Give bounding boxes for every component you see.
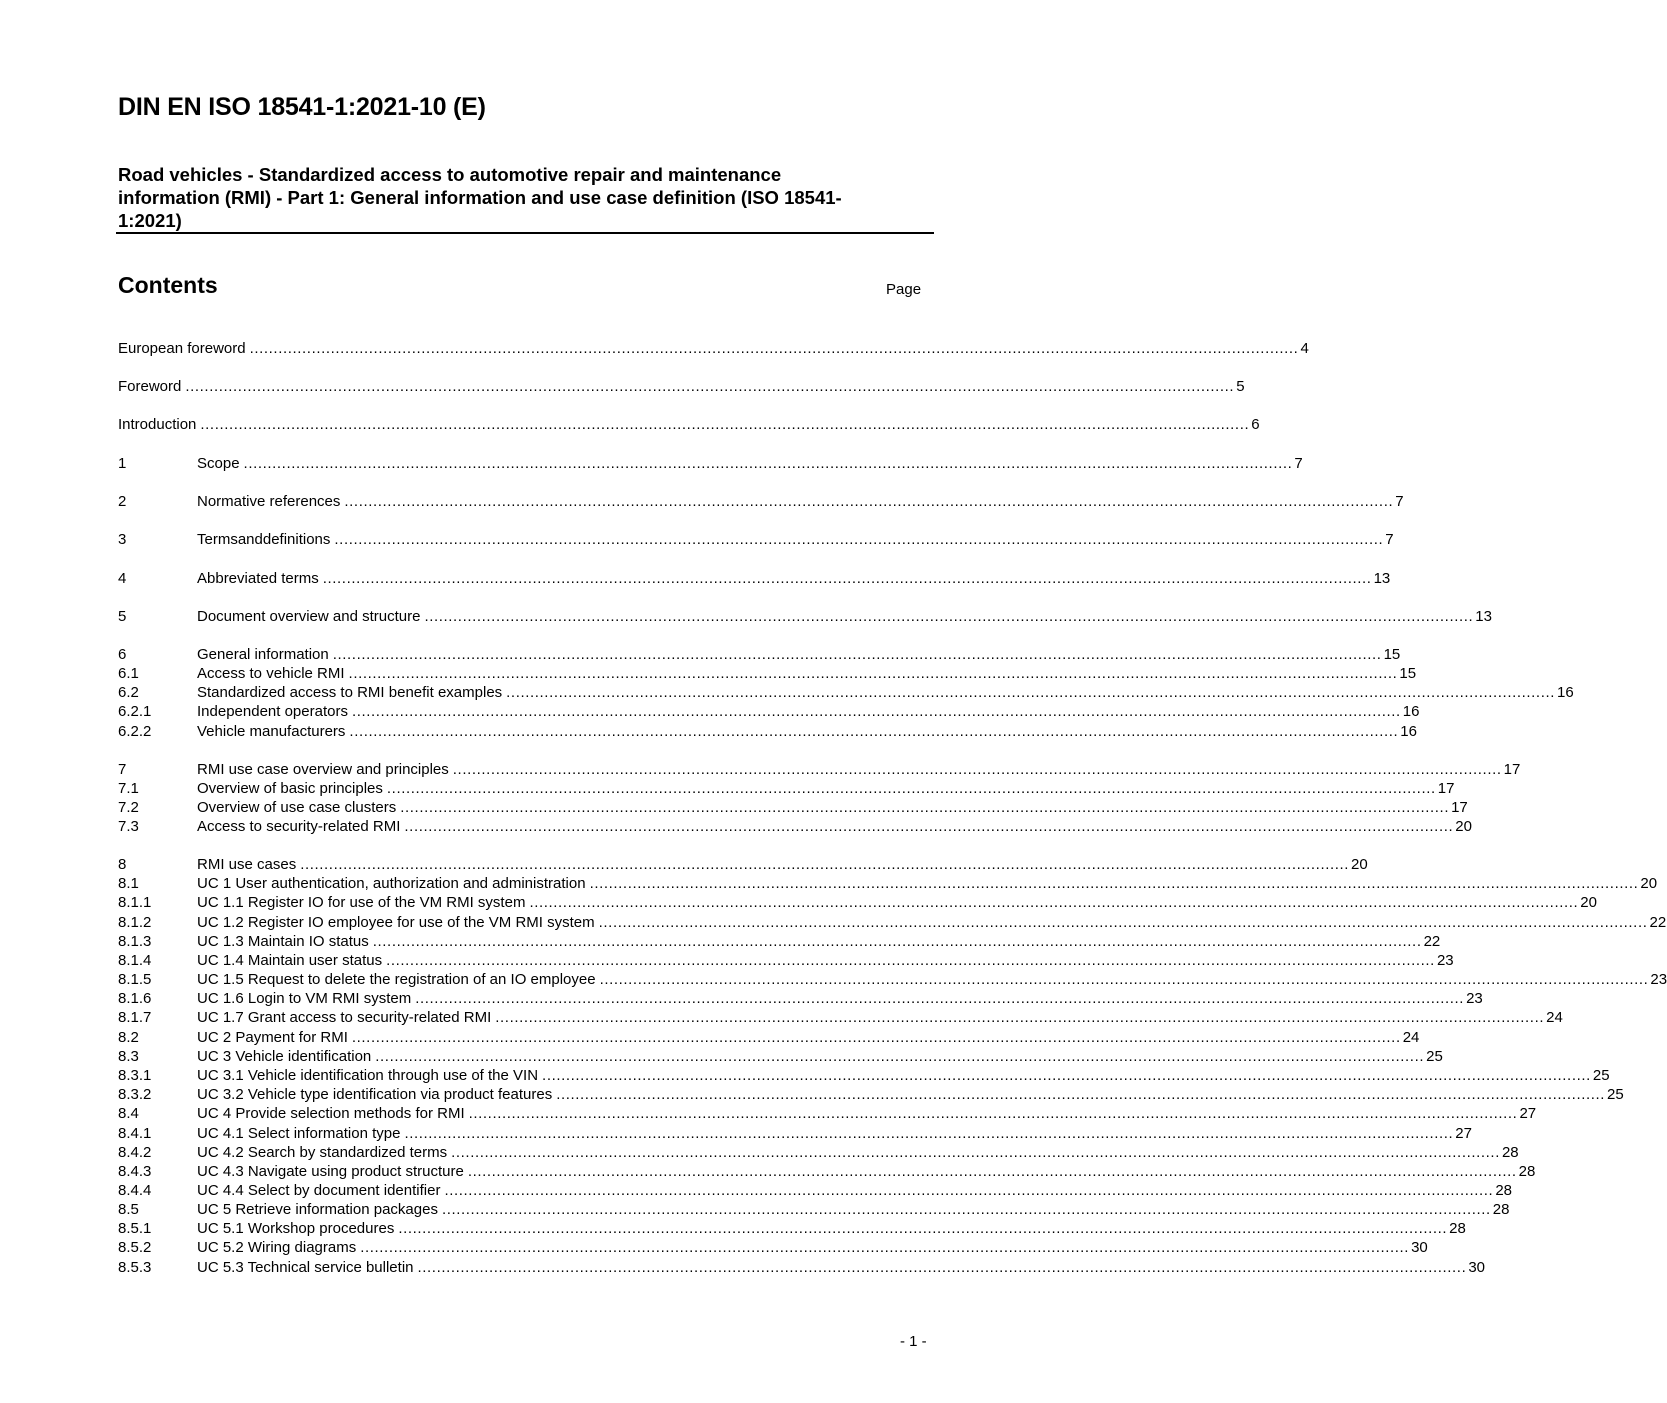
- toc-entry-title: UC 5.1 Workshop procedures: [197, 1220, 395, 1237]
- toc-entry-title: UC 5.2 Wiring diagrams: [197, 1239, 357, 1256]
- toc-entry-title: UC 5 Retrieve information packages: [197, 1201, 438, 1218]
- toc-entry-page: 25: [1592, 1067, 1610, 1084]
- toc-entry-page: 6: [1251, 416, 1260, 433]
- toc-leader-dots: ............................................................................................................................................................................................................................: [185, 378, 1235, 395]
- toc-entry-title: Termsanddefinitions: [197, 531, 331, 548]
- toc-entry[interactable]: [118, 817, 1472, 836]
- toc-leader-dots: ............................................................................................................................................................................................................................: [506, 684, 1555, 701]
- toc-entry-title: Normative references: [197, 493, 341, 510]
- toc-entry-number: 8.1.3: [118, 933, 152, 950]
- toc-entry-title: UC 4.4 Select by document identifier: [197, 1182, 441, 1199]
- toc-entry-page: 28: [1492, 1201, 1510, 1218]
- toc-entry-page: 15: [1383, 646, 1401, 663]
- toc-entry[interactable]: [118, 951, 1454, 970]
- toc-entry[interactable]: [118, 1200, 1510, 1219]
- toc-leader-dots: ............................................................................................................................................................................................................................: [598, 914, 1648, 931]
- toc-leader-dots: ............................................................................................................................................................................................................................: [249, 340, 1299, 357]
- toc-leader-dots: ............................................................................................................................................................................................................................: [375, 1048, 1425, 1065]
- toc-entry-title: RMI use case overview and principles: [197, 761, 449, 778]
- toc-entry-number: 8.1.6: [118, 990, 152, 1007]
- toc-leader-dots: ............................................................................................................................................................................................................................: [344, 493, 1394, 510]
- toc-leader-dots: ............................................................................................................................................................................................................................: [400, 799, 1450, 816]
- toc-leader-dots: ............................................................................................................................................................................................................................: [372, 933, 1422, 950]
- toc-entry[interactable]: [118, 607, 1492, 626]
- toc-entry-title: Independent operators: [197, 703, 348, 720]
- toc-entry[interactable]: [118, 1028, 1420, 1047]
- toc-entry-title: UC 4.2 Search by standardized terms: [197, 1144, 448, 1161]
- toc-entry-page: 23: [1650, 971, 1667, 988]
- toc-leader-dots: ............................................................................................................................................................................................................................: [495, 1009, 1545, 1026]
- toc-entry-number: 6.2.1: [118, 703, 152, 720]
- toc-entry-page: 13: [1475, 608, 1492, 625]
- toc-entry-title: UC 1 User authentication, authorization and administration: [197, 875, 586, 892]
- toc-entry-number: 8.3: [118, 1048, 139, 1065]
- toc-entry[interactable]: [118, 1238, 1428, 1257]
- toc-entry-number: 2: [118, 493, 127, 510]
- toc-entry[interactable]: [118, 702, 1420, 721]
- toc-entry[interactable]: [118, 989, 1483, 1008]
- toc-leader-dots: ............................................................................................................................................................................................................................: [444, 1182, 1494, 1199]
- toc-entry-page: 16: [1400, 723, 1417, 740]
- toc-leader-dots: ............................................................................................................................................................................................................................: [404, 818, 1454, 835]
- toc-entry[interactable]: [118, 454, 1303, 473]
- title-divider: [116, 232, 934, 234]
- page-column-heading: Page: [886, 281, 922, 298]
- toc-entry[interactable]: [118, 1047, 1443, 1066]
- toc-leader-dots: ............................................................................................................................................................................................................................: [322, 570, 1372, 587]
- toc-leader-dots: ............................................................................................................................................................................................................................: [542, 1067, 1591, 1084]
- toc-leader-dots: ............................................................................................................................................................................................................................: [599, 971, 1649, 988]
- toc-entry-page: 7: [1385, 531, 1394, 548]
- toc-leader-dots: ............................................................................................................................................................................................................................: [441, 1201, 1491, 1218]
- toc-entry[interactable]: [118, 855, 1368, 874]
- toc-entry[interactable]: [118, 1085, 1624, 1104]
- toc-entry-title: General information: [197, 646, 329, 663]
- toc-entry-number: 8.4: [118, 1105, 139, 1122]
- toc-entry-page: 24: [1546, 1009, 1563, 1026]
- toc-entry[interactable]: [118, 1066, 1610, 1085]
- toc-leader-dots: ............................................................................................................................................................................................................................: [386, 952, 1435, 969]
- toc-entry[interactable]: [118, 683, 1574, 702]
- toc-entry-page: 7: [1395, 493, 1404, 510]
- toc-entry-number: 8.1.1: [118, 894, 152, 911]
- toc-entry[interactable]: [118, 798, 1468, 817]
- toc-entry-number: 4: [118, 570, 127, 587]
- toc-entry-title: Access to security-related RMI: [197, 818, 401, 835]
- toc-entry[interactable]: [118, 722, 1417, 741]
- toc-entry-number: 8.1.2: [118, 914, 152, 931]
- toc-entry-page: 5: [1236, 378, 1245, 395]
- toc-entry-title: UC 1.4 Maintain user status: [197, 952, 383, 969]
- toc-leader-dots: ............................................................................................................................................................................................................................: [398, 1220, 1448, 1237]
- toc-entry[interactable]: [118, 1181, 1512, 1200]
- toc-entry-title: UC 5.3 Technical service bulletin: [197, 1259, 414, 1276]
- toc-entry-page: 28: [1495, 1182, 1512, 1199]
- toc-entry-number: 7.1: [118, 780, 139, 797]
- document-id: DIN EN ISO 18541-1:2021-10 (E): [118, 93, 486, 121]
- document-title-line: Road vehicles - Standardized access to automotive repair and maintenance: [118, 164, 782, 185]
- toc-entry-number: 8.2: [118, 1029, 139, 1046]
- toc-entry-page: 7: [1294, 455, 1303, 472]
- toc-entry-number: 8.4.3: [118, 1163, 152, 1180]
- toc-entry-page: 22: [1423, 933, 1441, 950]
- toc-entry-page: 16: [1557, 684, 1574, 701]
- toc-entry-title: Abbreviated terms: [197, 570, 319, 587]
- toc-entry-title: Standardized access to RMI benefit examples: [197, 684, 503, 701]
- toc-entry-title: UC 1.3 Maintain IO status: [197, 933, 369, 950]
- toc-entry[interactable]: [118, 893, 1597, 912]
- toc-leader-dots: ............................................................................................................................................................................................................................: [332, 646, 1382, 663]
- toc-entry-title: UC 3.1 Vehicle identification through use of the VIN: [197, 1067, 539, 1084]
- toc-entry-page: 28: [1518, 1163, 1536, 1180]
- toc-entry-title: UC 1.1 Register IO for use of the VM RMI system: [197, 894, 526, 911]
- toc-entry-number: 6.1: [118, 665, 139, 682]
- toc-entry[interactable]: [118, 664, 1417, 683]
- toc-entry-page: 23: [1436, 952, 1454, 969]
- toc-entry-page: 28: [1501, 1144, 1519, 1161]
- toc-leader-dots: ............................................................................................................................................................................................................................: [300, 856, 1350, 873]
- document-title-line: information (RMI) - Part 1: General information and use case definition (ISO 18541-: [118, 187, 842, 208]
- toc-entry-number: 8.3.2: [118, 1086, 152, 1103]
- toc-entry-title: UC 1.6 Login to VM RMI system: [197, 990, 412, 1007]
- toc-entry-number: 7.3: [118, 818, 139, 835]
- toc-entry[interactable]: [118, 645, 1401, 664]
- toc-entry-title: Document overview and structure: [197, 608, 421, 625]
- toc-entry-number: 5: [118, 608, 127, 625]
- toc-entry-page: 28: [1449, 1220, 1466, 1237]
- toc-entry-number: 7.2: [118, 799, 139, 816]
- toc-entry-title: UC 1.2 Register IO employee for use of the VM RMI system: [197, 914, 595, 931]
- document-title: [118, 163, 918, 232]
- toc-leader-dots: ............................................................................................................................................................................................................................: [404, 1125, 1454, 1142]
- toc-entry[interactable]: [118, 1124, 1472, 1143]
- toc-entry[interactable]: [118, 569, 1391, 588]
- toc-entry-title: UC 3 Vehicle identification: [197, 1048, 372, 1065]
- toc-entry[interactable]: [118, 970, 1667, 989]
- toc-entry-title: Introduction: [118, 416, 197, 433]
- toc-entry-title: Overview of use case clusters: [197, 799, 397, 816]
- toc-leader-dots: ............................................................................................................................................................................................................................: [415, 990, 1465, 1007]
- toc-entry-title: RMI use cases: [197, 856, 297, 873]
- toc-leader-dots: ............................................................................................................................................................................................................................: [200, 416, 1250, 433]
- toc-leader-dots: ............................................................................................................................................................................................................................: [424, 608, 1474, 625]
- toc-entry-page: 17: [1503, 761, 1521, 778]
- toc-entry-number: 8.3.1: [118, 1067, 152, 1084]
- toc-entry-page: 22: [1649, 914, 1667, 931]
- toc-leader-dots: ............................................................................................................................................................................................................................: [452, 761, 1502, 778]
- toc-entry-title: UC 3.2 Vehicle type identification via product features: [197, 1086, 553, 1103]
- toc-leader-dots: ............................................................................................................................................................................................................................: [334, 531, 1384, 548]
- toc-entry-page: 30: [1411, 1239, 1428, 1256]
- toc-entry-number: 1: [118, 455, 127, 472]
- toc-entry-number: 8.1.4: [118, 952, 152, 969]
- toc-leader-dots: ............................................................................................................................................................................................................................: [351, 1029, 1401, 1046]
- toc-entry-number: 8: [118, 856, 127, 873]
- page-number: - 1 -: [900, 1333, 927, 1350]
- toc-entry-number: 8.5: [118, 1201, 139, 1218]
- toc-entry-page: 30: [1468, 1259, 1486, 1276]
- toc-leader-dots: ............................................................................................................................................................................................................................: [589, 875, 1639, 892]
- toc-entry-page: 17: [1437, 780, 1455, 797]
- toc-entry-page: 17: [1451, 799, 1468, 816]
- toc-entry[interactable]: [118, 1258, 1486, 1277]
- toc-leader-dots: ............................................................................................................................................................................................................................: [529, 894, 1579, 911]
- toc-entry-number: 8.4.1: [118, 1125, 152, 1142]
- toc-entry[interactable]: [118, 874, 1658, 893]
- toc-entry-number: 6: [118, 646, 127, 663]
- toc-entry-title: UC 1.7 Grant access to security-related RMI: [197, 1009, 492, 1026]
- toc-entry[interactable]: [118, 779, 1455, 798]
- toc-entry[interactable]: [118, 1008, 1563, 1027]
- toc-entry-number: 8.5.2: [118, 1239, 152, 1256]
- toc-entry-page: 15: [1399, 665, 1417, 682]
- toc-leader-dots: ............................................................................................................................................................................................................................: [451, 1144, 1500, 1161]
- toc-entry-page: 13: [1373, 570, 1391, 587]
- toc-entry-page: 20: [1580, 894, 1597, 911]
- toc-entry[interactable]: [118, 492, 1404, 511]
- toc-entry[interactable]: [118, 530, 1394, 549]
- toc-entry-number: 6.2.2: [118, 723, 152, 740]
- toc-entry-title: UC 4.1 Select information type: [197, 1125, 401, 1142]
- toc-entry-page: 20: [1455, 818, 1472, 835]
- toc-entry[interactable]: [118, 1104, 1537, 1123]
- toc-leader-dots: ............................................................................................................................................................................................................................: [351, 703, 1401, 720]
- toc-entry-page: 20: [1640, 875, 1658, 892]
- toc-leader-dots: ............................................................................................................................................................................................................................: [360, 1239, 1410, 1256]
- toc-entry-number: 8.1.7: [118, 1009, 152, 1026]
- toc-leader-dots: ............................................................................................................................................................................................................................: [349, 723, 1399, 740]
- toc-entry-page: 4: [1300, 340, 1309, 357]
- toc-entry[interactable]: [118, 415, 1260, 434]
- toc-entry-number: 8.5.1: [118, 1220, 152, 1237]
- toc-leader-dots: ............................................................................................................................................................................................................................: [468, 1105, 1518, 1122]
- toc-entry-title: Foreword: [118, 378, 182, 395]
- toc-entry-page: 25: [1607, 1086, 1624, 1103]
- toc-entry-number: 8.5.3: [118, 1259, 152, 1276]
- toc-entry-title: Vehicle manufacturers: [197, 723, 346, 740]
- toc-leader-dots: ............................................................................................................................................................................................................................: [556, 1086, 1606, 1103]
- toc-entry-title: UC 4 Provide selection methods for RMI: [197, 1105, 465, 1122]
- toc-entry[interactable]: [118, 1162, 1536, 1181]
- toc-leader-dots: ............................................................................................................................................................................................................................: [243, 455, 1293, 472]
- toc-entry-title: Scope: [197, 455, 240, 472]
- toc-entry-title: UC 2 Payment for RMI: [197, 1029, 348, 1046]
- toc-entry[interactable]: [118, 932, 1441, 951]
- toc-entry[interactable]: [118, 913, 1667, 932]
- toc-entry-number: 8.1: [118, 875, 139, 892]
- toc-entry-number: 7: [118, 761, 127, 778]
- toc-entry-page: 25: [1426, 1048, 1443, 1065]
- toc-entry-number: 3: [118, 531, 127, 548]
- toc-entry[interactable]: [118, 1219, 1466, 1238]
- toc-leader-dots: ............................................................................................................................................................................................................................: [348, 665, 1398, 682]
- toc-entry-page: 27: [1519, 1105, 1537, 1122]
- toc-leader-dots: ............................................................................................................................................................................................................................: [417, 1259, 1467, 1276]
- toc-entry[interactable]: [118, 377, 1245, 396]
- toc-entry-number: 8.4.4: [118, 1182, 152, 1199]
- document-title-line: 1:2021): [118, 210, 182, 231]
- contents-heading: Contents: [118, 272, 218, 298]
- toc-entry[interactable]: [118, 760, 1521, 779]
- toc-entry-title: UC 4.3 Navigate using product structure: [197, 1163, 464, 1180]
- toc-entry-number: 6.2: [118, 684, 139, 701]
- toc-leader-dots: ............................................................................................................................................................................................................................: [386, 780, 1436, 797]
- toc-entry-title: Access to vehicle RMI: [197, 665, 345, 682]
- toc-entry-page: 24: [1402, 1029, 1420, 1046]
- toc-entry[interactable]: [118, 1143, 1519, 1162]
- toc-entry-page: 23: [1466, 990, 1483, 1007]
- toc-entry-number: 8.1.5: [118, 971, 152, 988]
- toc-entry-number: 8.4.2: [118, 1144, 152, 1161]
- toc-entry-title: UC 1.5 Request to delete the registration of an IO employee: [197, 971, 596, 988]
- toc-entry-title: European foreword: [118, 340, 246, 357]
- toc-entry-page: 20: [1351, 856, 1368, 873]
- toc-entry-title: Overview of basic principles: [197, 780, 383, 797]
- toc-entry-page: 27: [1455, 1125, 1472, 1142]
- toc-entry[interactable]: [118, 339, 1309, 358]
- toc-leader-dots: ............................................................................................................................................................................................................................: [467, 1163, 1517, 1180]
- toc-entry-page: 16: [1402, 703, 1420, 720]
